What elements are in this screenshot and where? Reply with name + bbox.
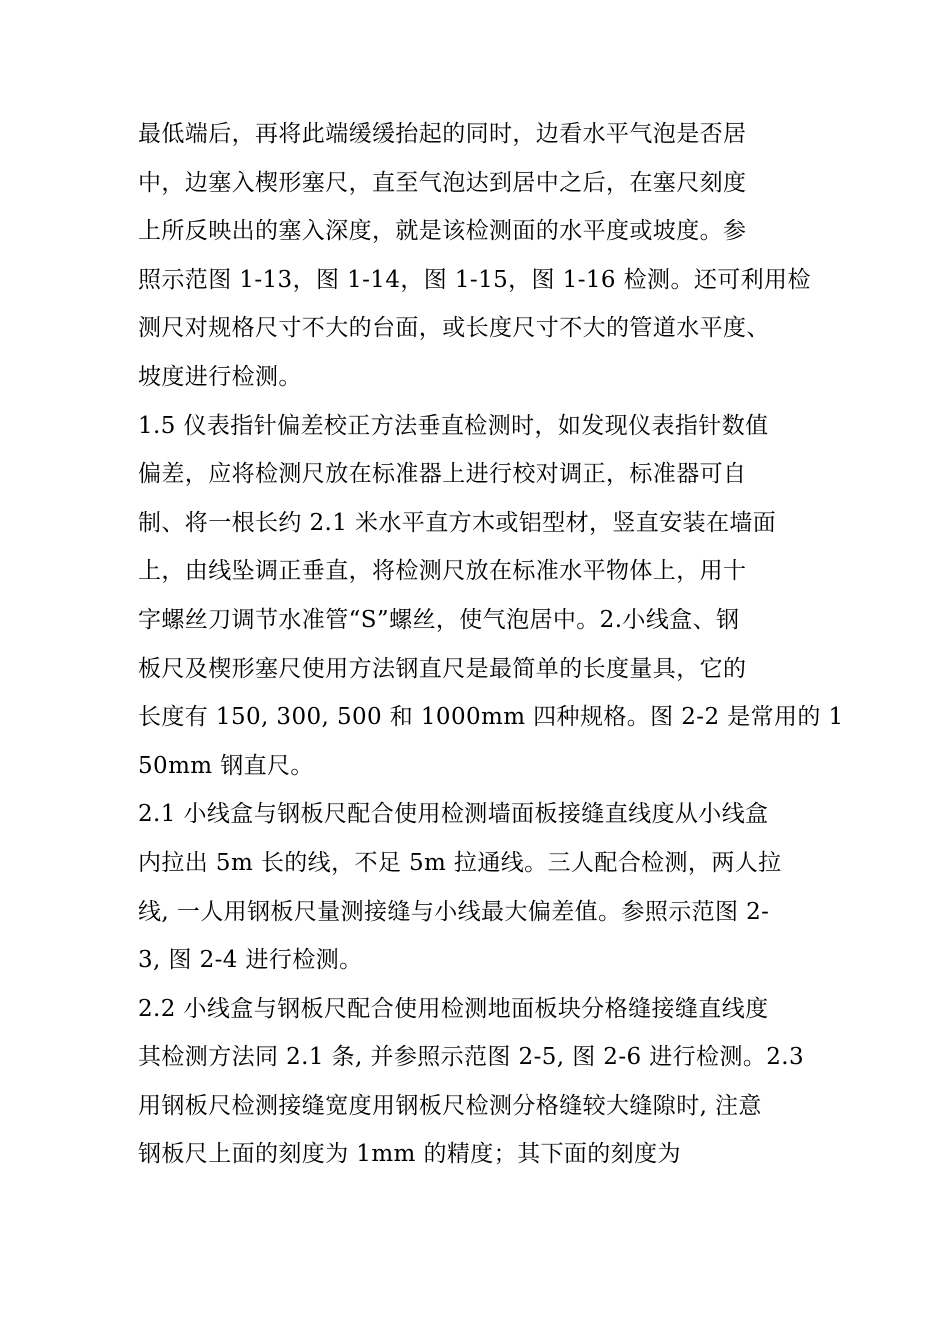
paragraph-3 — [138, 790, 822, 984]
paragraph-4 — [138, 985, 822, 1179]
document-body — [138, 110, 844, 1179]
text-line: 制、将一根长约 2.1 米水平直方木或铝型材，竖直安装在墙面 — [138, 509, 777, 536]
paragraph-2 — [138, 402, 844, 791]
text-line: 上，由线坠调正垂直，将检测尺放在标准水平物体上，用十 — [138, 558, 747, 585]
text-line: 线, 一人用钢板尺量测接缝与小线最大偏差值。参照示范图 2- — [138, 898, 770, 925]
text-line: 用钢板尺检测接缝宽度用钢板尺检测分格缝较大缝隙时, 注意 — [138, 1092, 762, 1119]
text-line: 内拉出 5m 长的线，不足 5m 拉通线。三人配合检测，两人拉 — [138, 849, 782, 876]
text-line: 中，边塞入楔形塞尺，直至气泡达到居中之后，在塞尺刻度 — [138, 169, 747, 196]
text-line: 板尺及楔形塞尺使用方法钢直尺是最简单的长度量具，它的 — [138, 655, 747, 682]
text-line: 坡度进行检测。 — [138, 363, 302, 390]
text-line: 长度有 150, 300, 500 和 1000mm 四种规格。图 2-2 是常用的 1 — [138, 704, 844, 731]
text-line: 上所反映出的塞入深度，就是该检测面的水平度或坡度。参 — [138, 218, 747, 245]
paragraph-1 — [138, 110, 822, 402]
text-line: 最低端后，再将此端缓缓抬起的同时，边看水平气泡是否居 — [138, 121, 747, 147]
text-line: 1.5 仪表指针偏差校正方法垂直检测时，如发现仪表指针数值 — [138, 412, 769, 439]
text-line: 字螺丝刀调节水准管“S”螺丝，使气泡居中。2.小线盒、钢 — [138, 606, 740, 633]
text-line: 2.2 小线盒与钢板尺配合使用检测地面板块分格缝接缝直线度 — [138, 995, 769, 1022]
text-line: 50mm 钢直尺。 — [138, 752, 314, 779]
text-line: 其检测方法同 2.1 条, 并参照示范图 2-5, 图 2-6 进行检测。2.3 — [138, 1044, 805, 1071]
text-line: 偏差，应将检测尺放在标准器上进行校对调正，标准器可自 — [138, 461, 747, 488]
text-line: 测尺对规格尺寸不大的台面，或长度尺寸不大的管道水平度、 — [138, 315, 770, 342]
text-line: 3, 图 2-4 进行检测。 — [138, 947, 363, 974]
text-line: 钢板尺上面的刻度为 1mm 的精度；其下面的刻度为 — [138, 1141, 681, 1168]
text-line: 照示范图 1-13，图 1-14，图 1-15，图 1-16 检测。还可利用检 — [138, 266, 811, 293]
text-line: 2.1 小线盒与钢板尺配合使用检测墙面板接缝直线度从小线盒 — [138, 801, 769, 828]
